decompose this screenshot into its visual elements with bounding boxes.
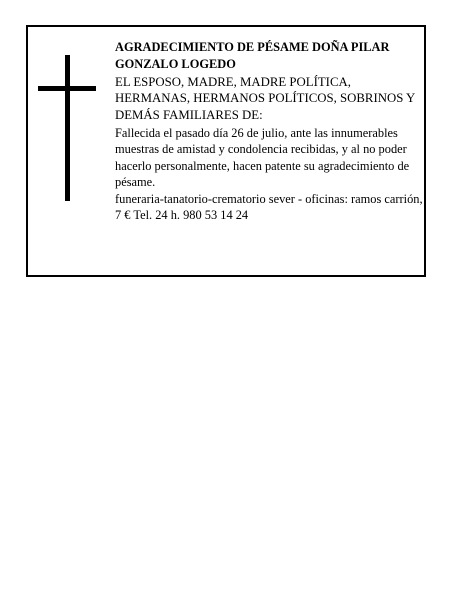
cross-icon [38,55,98,201]
cross-vertical-bar [65,55,70,201]
thanks-message: Fallecida el pasado día 26 de julio, ante las innumerables muestras de amistad y condolencia recibidas, y al no poder hacerlo personalmente, hacen patente su agradecimiento de pésame. [115,125,410,190]
obituary-notice [26,25,426,277]
funeral-home-info: funeraria-tanatorio-crematorio sever - oficinas: ramos carrión, 7 € Tel. 24 h. 980 53 14 24 [115,191,423,223]
family-members: EL ESPOSO, MADRE, MADRE POLÍTICA, HERMANAS, HERMANOS POLÍTICOS, SOBRINOS Y DEMÁS FAMILIARES DE: [115,75,415,122]
notice-text [115,39,423,224]
cross-horizontal-bar [38,86,96,91]
notice-heading: AGRADECIMIENTO DE PÉSAME DOÑA PILAR GONZALO LOGEDO [115,40,390,71]
